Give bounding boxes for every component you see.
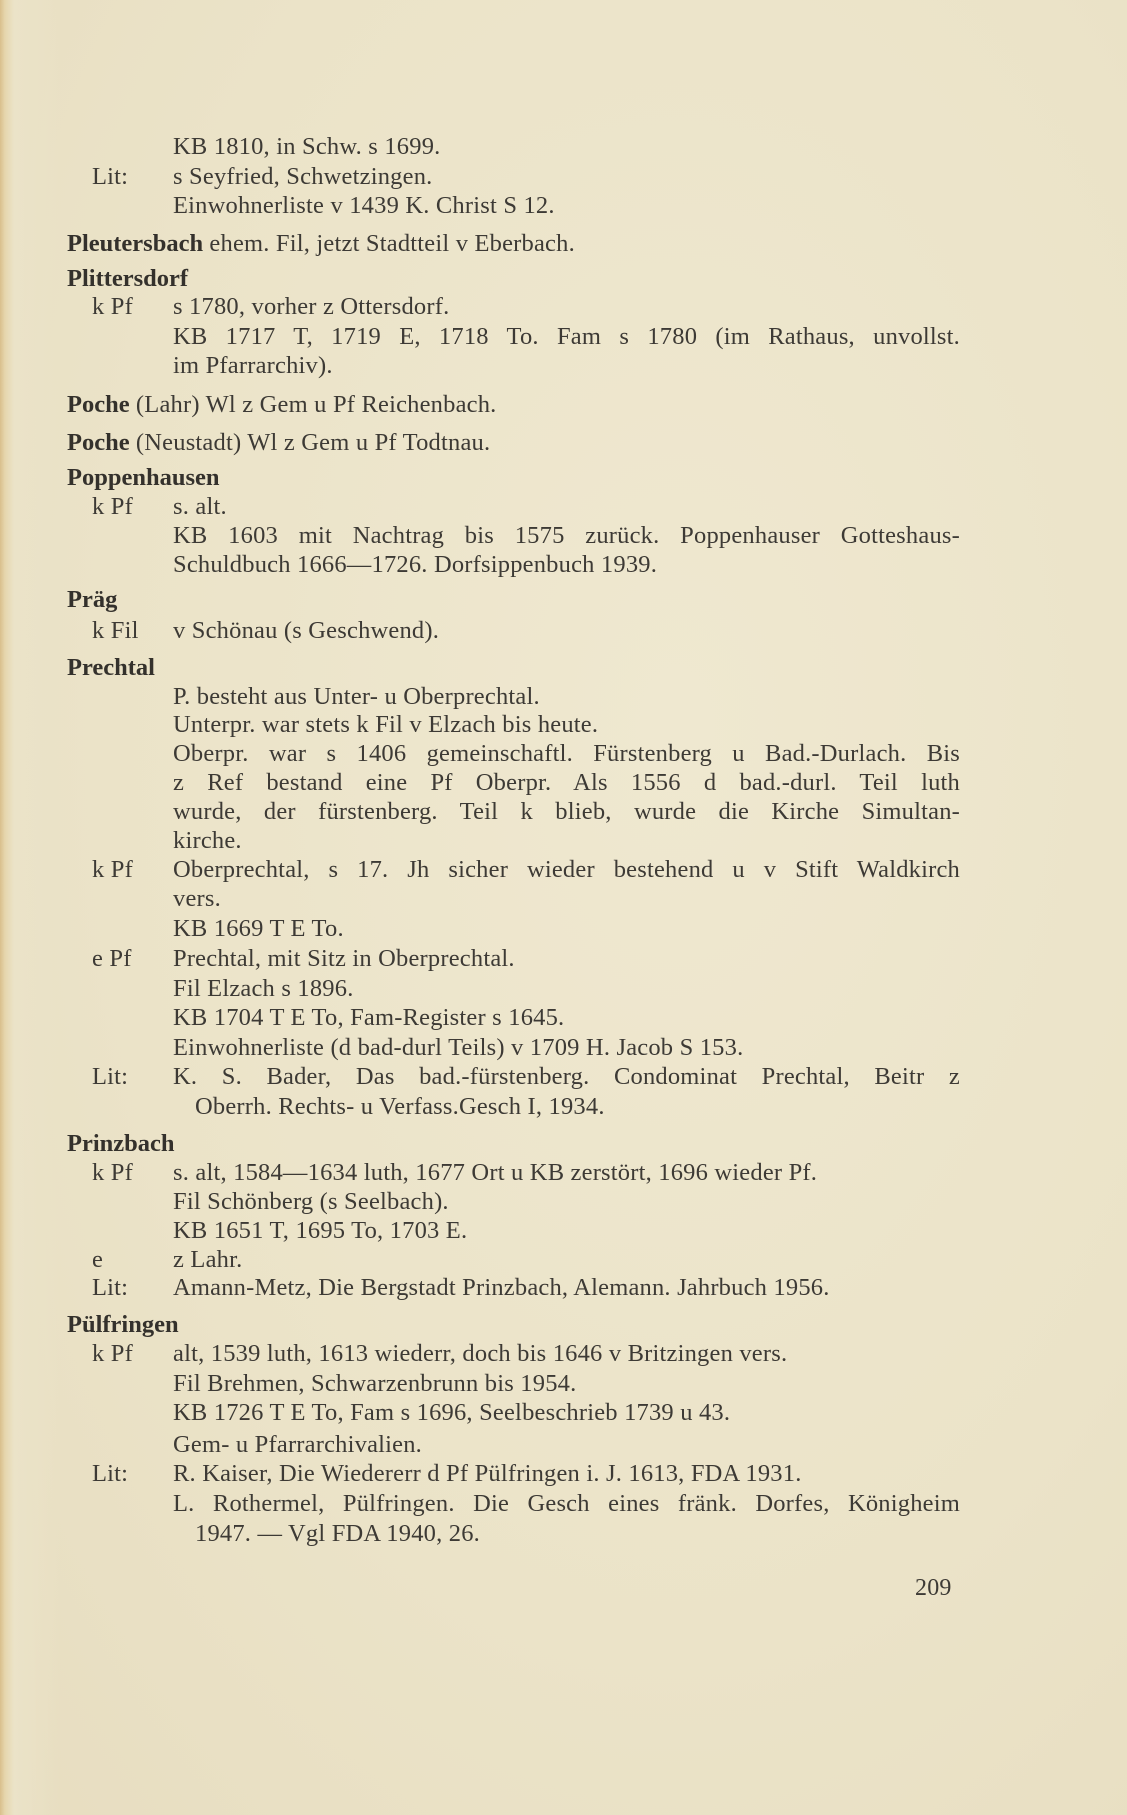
- entry-headword: Poche: [67, 391, 130, 418]
- entry-label: e: [92, 1246, 104, 1273]
- entry-line: Schuldbuch 1666—1726. Dorfsippenbuch 1939.: [173, 551, 658, 578]
- entry-label: k Pf: [92, 1340, 133, 1367]
- entry-label: k Pf: [92, 493, 133, 520]
- entry-headword-praeg: Präg: [67, 586, 118, 613]
- entry-line: KB 1704 T E To, Fam-Register s 1645.: [173, 1004, 565, 1031]
- entry-headword-prechtal: Prechtal: [67, 654, 155, 681]
- entry-line: KB 1726 T E To, Fam s 1696, Seelbeschrieb 1739 u 43.: [173, 1399, 731, 1426]
- entry-line: s Seyfried, Schwetzingen.: [173, 163, 433, 190]
- entry-line: KB 1603 mit Nachtrag bis 1575 zurück. Poppenhauser Gotteshaus-: [173, 522, 960, 549]
- entry-line: v Schönau (s Geschwend).: [173, 617, 440, 644]
- entry-text: (Lahr) Wl z Gem u Pf Reichenbach.: [129, 391, 497, 418]
- entry-label: k Fil: [92, 617, 139, 644]
- entry-line: Oberprechtal, s 17. Jh sicher wieder bestehend u v Stift Waldkirch: [173, 856, 960, 883]
- entry-line: Oberpr. war s 1406 gemeinschaftl. Fürstenberg u Bad.-Durlach. Bis: [173, 740, 960, 767]
- entry-line: KB 1717 T, 1719 E, 1718 To. Fam s 1780 (im Rathaus, unvollst.: [173, 323, 960, 350]
- page-number: 209: [915, 1575, 952, 1601]
- entry-headword: Pleutersbach: [67, 230, 204, 257]
- entry-line: s 1780, vorher z Ottersdorf.: [173, 293, 450, 320]
- entry-line: Einwohnerliste (d bad-durl Teils) v 1709 H. Jacob S 153.: [173, 1034, 744, 1061]
- entry-line: Gem- u Pfarrarchivalien.: [173, 1431, 423, 1458]
- entry-line: K. S. Bader, Das bad.-fürstenberg. Condominat Prechtal, Beitr z: [173, 1063, 960, 1090]
- entry-line: KB 1810, in Schw. s 1699.: [173, 133, 441, 160]
- entry-line: 1947. — Vgl FDA 1940, 26.: [195, 1520, 480, 1547]
- entry-poche-neustadt: [67, 429, 490, 457]
- entry-line: Einwohnerliste v 1439 K. Christ S 12.: [173, 192, 555, 219]
- entry-line: vers.: [173, 885, 221, 912]
- entry-headword-puelfringen: Pülfringen: [67, 1311, 179, 1338]
- entry-line: KB 1651 T, 1695 To, 1703 E.: [173, 1217, 468, 1244]
- entry-line: KB 1669 T E To.: [173, 915, 344, 942]
- entry-label: k Pf: [92, 1159, 133, 1186]
- entry-label-lit: Lit:: [92, 1063, 129, 1090]
- entry-label: k Pf: [92, 293, 133, 320]
- entry-headword-plittersdorf: Plittersdorf: [67, 265, 189, 292]
- entry-line: P. besteht aus Unter- u Oberprechtal.: [173, 683, 540, 710]
- entry-line: Amann-Metz, Die Bergstadt Prinzbach, Alemann. Jahrbuch 1956.: [173, 1274, 830, 1301]
- entry-text: (Neustadt) Wl z Gem u Pf Todtnau.: [129, 429, 491, 456]
- entry-line: z Ref bestand eine Pf Oberpr. Als 1556 d bad.-durl. Teil luth: [173, 769, 960, 796]
- entry-line: alt, 1539 luth, 1613 wiederr, doch bis 1646 v Britzingen vers.: [173, 1340, 788, 1367]
- entry-line: wurde, der fürstenberg. Teil k blieb, wurde die Kirche Simultan-: [173, 798, 960, 825]
- entry-line: Fil Schönberg (s Seelbach).: [173, 1188, 449, 1215]
- entry-label-lit: Lit:: [92, 163, 129, 190]
- entry-pleutersbach: [67, 230, 575, 258]
- entry-label: e Pf: [92, 945, 132, 972]
- entry-text: ehem. Fil, jetzt Stadtteil v Eberbach.: [203, 230, 575, 257]
- entry-line: Prechtal, mit Sitz in Oberprechtal.: [173, 945, 515, 972]
- entry-line: L. Rothermel, Pülfringen. Die Gesch eines fränk. Dorfes, Königheim: [173, 1490, 960, 1517]
- entry-line: Fil Brehmen, Schwarzenbrunn bis 1954.: [173, 1370, 577, 1397]
- entry-label-lit: Lit:: [92, 1274, 129, 1301]
- entry-headword-prinzbach: Prinzbach: [67, 1130, 175, 1157]
- entry-line: Fil Elzach s 1896.: [173, 975, 354, 1002]
- entry-poche-lahr: [67, 391, 497, 419]
- entry-line: Oberrh. Rechts- u Verfass.Gesch I, 1934.: [195, 1093, 605, 1120]
- entry-line: im Pfarrarchiv).: [173, 352, 333, 379]
- entry-headword-poppenhausen: Poppenhausen: [67, 464, 220, 491]
- entry-headword: Poche: [67, 429, 130, 456]
- entry-line: R. Kaiser, Die Wiedererr d Pf Pülfringen i. J. 1613, FDA 1931.: [173, 1460, 802, 1487]
- entry-line: z Lahr.: [173, 1246, 243, 1273]
- entry-line: s. alt, 1584—1634 luth, 1677 Ort u KB zerstört, 1696 wieder Pf.: [173, 1159, 818, 1186]
- entry-line: kirche.: [173, 827, 242, 854]
- entry-label-lit: Lit:: [92, 1460, 129, 1487]
- entry-line: Unterpr. war stets k Fil v Elzach bis heute.: [173, 711, 599, 738]
- entry-label: k Pf: [92, 856, 133, 883]
- entry-line: s. alt.: [173, 493, 227, 520]
